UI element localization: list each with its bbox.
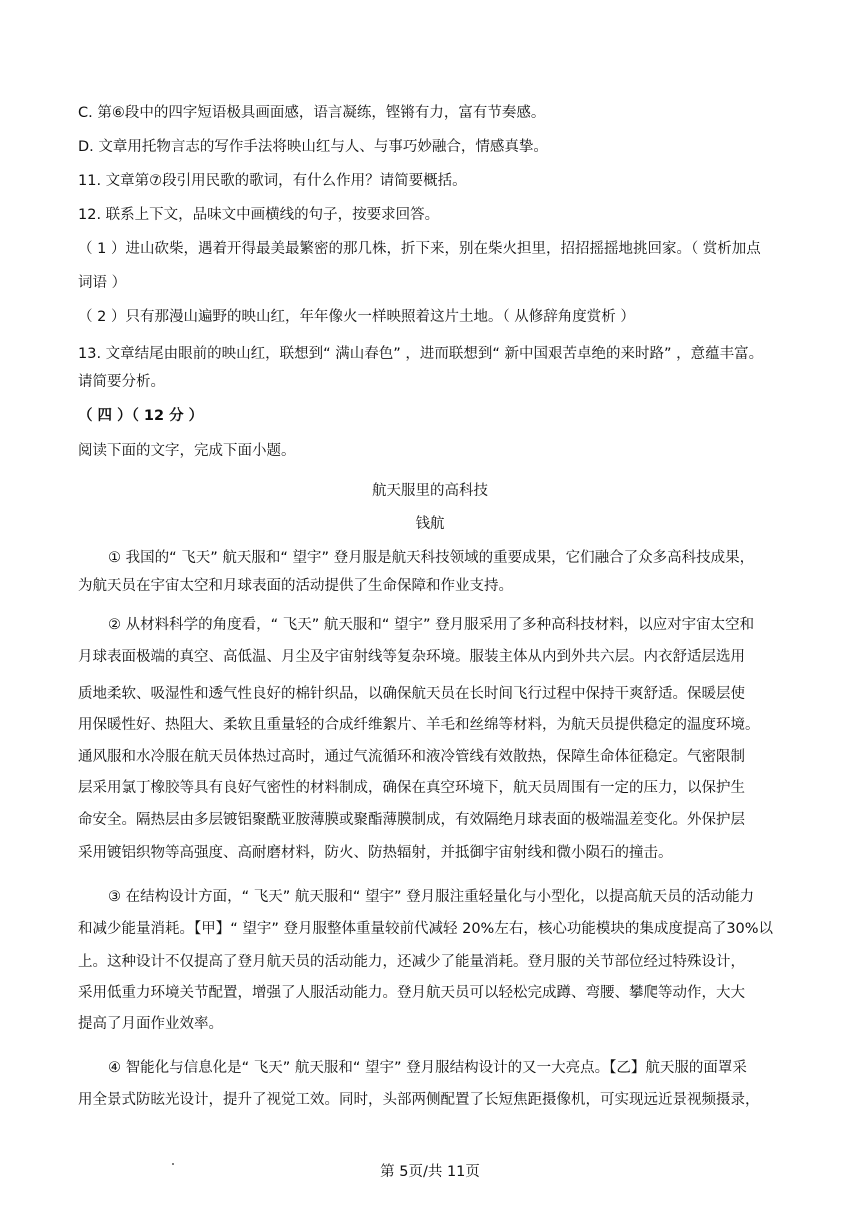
article-title: 航天服里的高科技 <box>372 483 488 499</box>
question-12-part-2: （ 2 ）只有那漫山遍野的映山红，年年像火一样映照着这片土地。（ 从修辞角度赏析 ） <box>78 309 635 325</box>
paragraph-2: ② 从材料科学的角度看，“ 飞天” 航天服和“ 望宇” 登月服采用了多种高科技材料，以应对宇宙太空和 <box>108 617 755 633</box>
paragraph-3-line-2: 和减少能量消耗。【甲】“ 望宇” 登月服整体重量较前代减轻 20%左右，核心功能模块的集成度提高了30%以 <box>78 921 774 937</box>
paragraph-2-line-4: 用保暖性好、热阻大、柔软且重量轻的合成纤维絮片、羊毛和丝绵等材料，为航天员提供稳定的温度环境。 <box>78 717 760 733</box>
paragraph-2-line-8: 采用镀铝织物等高强度、高耐磨材料，防火、防热辐射，并抵御宇宙射线和微小陨石的撞击。 <box>78 845 673 861</box>
paragraph-3: ③ 在结构设计方面，“ 飞天” 航天服和“ 望宇” 登月服注重轻量化与小型化，以提高航天员的活动能力 <box>108 889 755 905</box>
question-12: 12. 联系上下文，品味文中画横线的句子，按要求回答。 <box>78 207 440 223</box>
paragraph-1-cont: 为航天员在宇宙太空和月球表面的活动提供了生命保障和作业支持。 <box>78 578 513 594</box>
paragraph-2-line-3: 质地柔软、吸湿性和透气性良好的棉针织品，以确保航天员在长时间飞行过程中保持干爽舒适。保暖层使 <box>78 686 745 702</box>
question-13-cont: 请简要分析。 <box>78 374 165 390</box>
paragraph-4: ④ 智能化与信息化是“ 飞天” 航天服和“ 望宇” 登月服结构设计的又一大亮点。【乙】航天服的面罩采 <box>108 1060 747 1076</box>
question-11: 11. 文章第⑦段引用民歌的歌词，有什么作用？请简要概括。 <box>78 173 467 189</box>
paragraph-2-line-2: 月球表面极端的真空、高低温、月尘及宇宙射线等复杂环境。服装主体从内到外共六层。内衣舒适层选用 <box>78 649 745 665</box>
question-12-part-1: （ 1 ）进山砍柴，遇着开得最美最繁密的那几株，折下来，别在柴火担里，招招摇摇地挑回家。（ 赏析加点 <box>78 241 761 257</box>
paragraph-4-line-2: 用全景式防眩光设计，提升了视觉工效。同时，头部两侧配置了长短焦距摄像机，可实现远近景视频摄录， <box>78 1092 760 1108</box>
paragraph-2-line-7: 命安全。隔热层由多层镀铝聚酰亚胺薄膜或聚酯薄膜制成，有效隔绝月球表面的极端温差变化。外保护层 <box>78 812 745 828</box>
section-heading: （ 四 ）（ 12 分 ） <box>78 408 204 424</box>
instruction: 阅读下面的文字，完成下面小题。 <box>78 443 296 459</box>
paragraph-2-line-6: 层采用氯丁橡胶等具有良好气密性的材料制成，确保在真空环境下，航天员周围有一定的压力，以保护生 <box>78 780 745 796</box>
paragraph-3-line-3: 上。这种设计不仅提高了登月航天员的活动能力，还减少了能量消耗。登月服的关节部位经过特殊设计， <box>78 954 745 970</box>
page-footer: 第 5页/共 11页 <box>380 1164 480 1180</box>
article-author: 钱航 <box>415 516 445 532</box>
paragraph-1: ① 我国的“ 飞天” 航天服和“ 望宇” 登月服是航天科技领域的重要成果，它们融合了众多高科技成果， <box>108 550 755 566</box>
option-c: C. 第⑥段中的四字短语极具画面感，语言凝练，铿锵有力，富有节奏感。 <box>78 105 546 121</box>
paragraph-3-line-4: 采用低重力环境关节配置，增强了人服活动能力。登月航天员可以轻松完成蹲、弯腰、攀爬等动作，大大 <box>78 985 745 1001</box>
paragraph-3-line-5: 提高了月面作业效率。 <box>78 1016 223 1032</box>
question-13: 13. 文章结尾由眼前的映山红，联想到“ 满山春色” ，进而联想到“ 新中国艰苦卓绝的来时路” ，意蕴丰富。 <box>78 346 764 362</box>
question-12-part-1-cont: 词语 ） <box>78 275 127 291</box>
option-d: D. 文章用托物言志的写作手法将映山红与人、与事巧妙融合，情感真挚。 <box>78 139 548 155</box>
paragraph-2-line-5: 通风服和水冷服在航天员体热过高时，通过气流循环和液冷管线有效散热，保障生命体征稳定。气密限制 <box>78 749 745 765</box>
